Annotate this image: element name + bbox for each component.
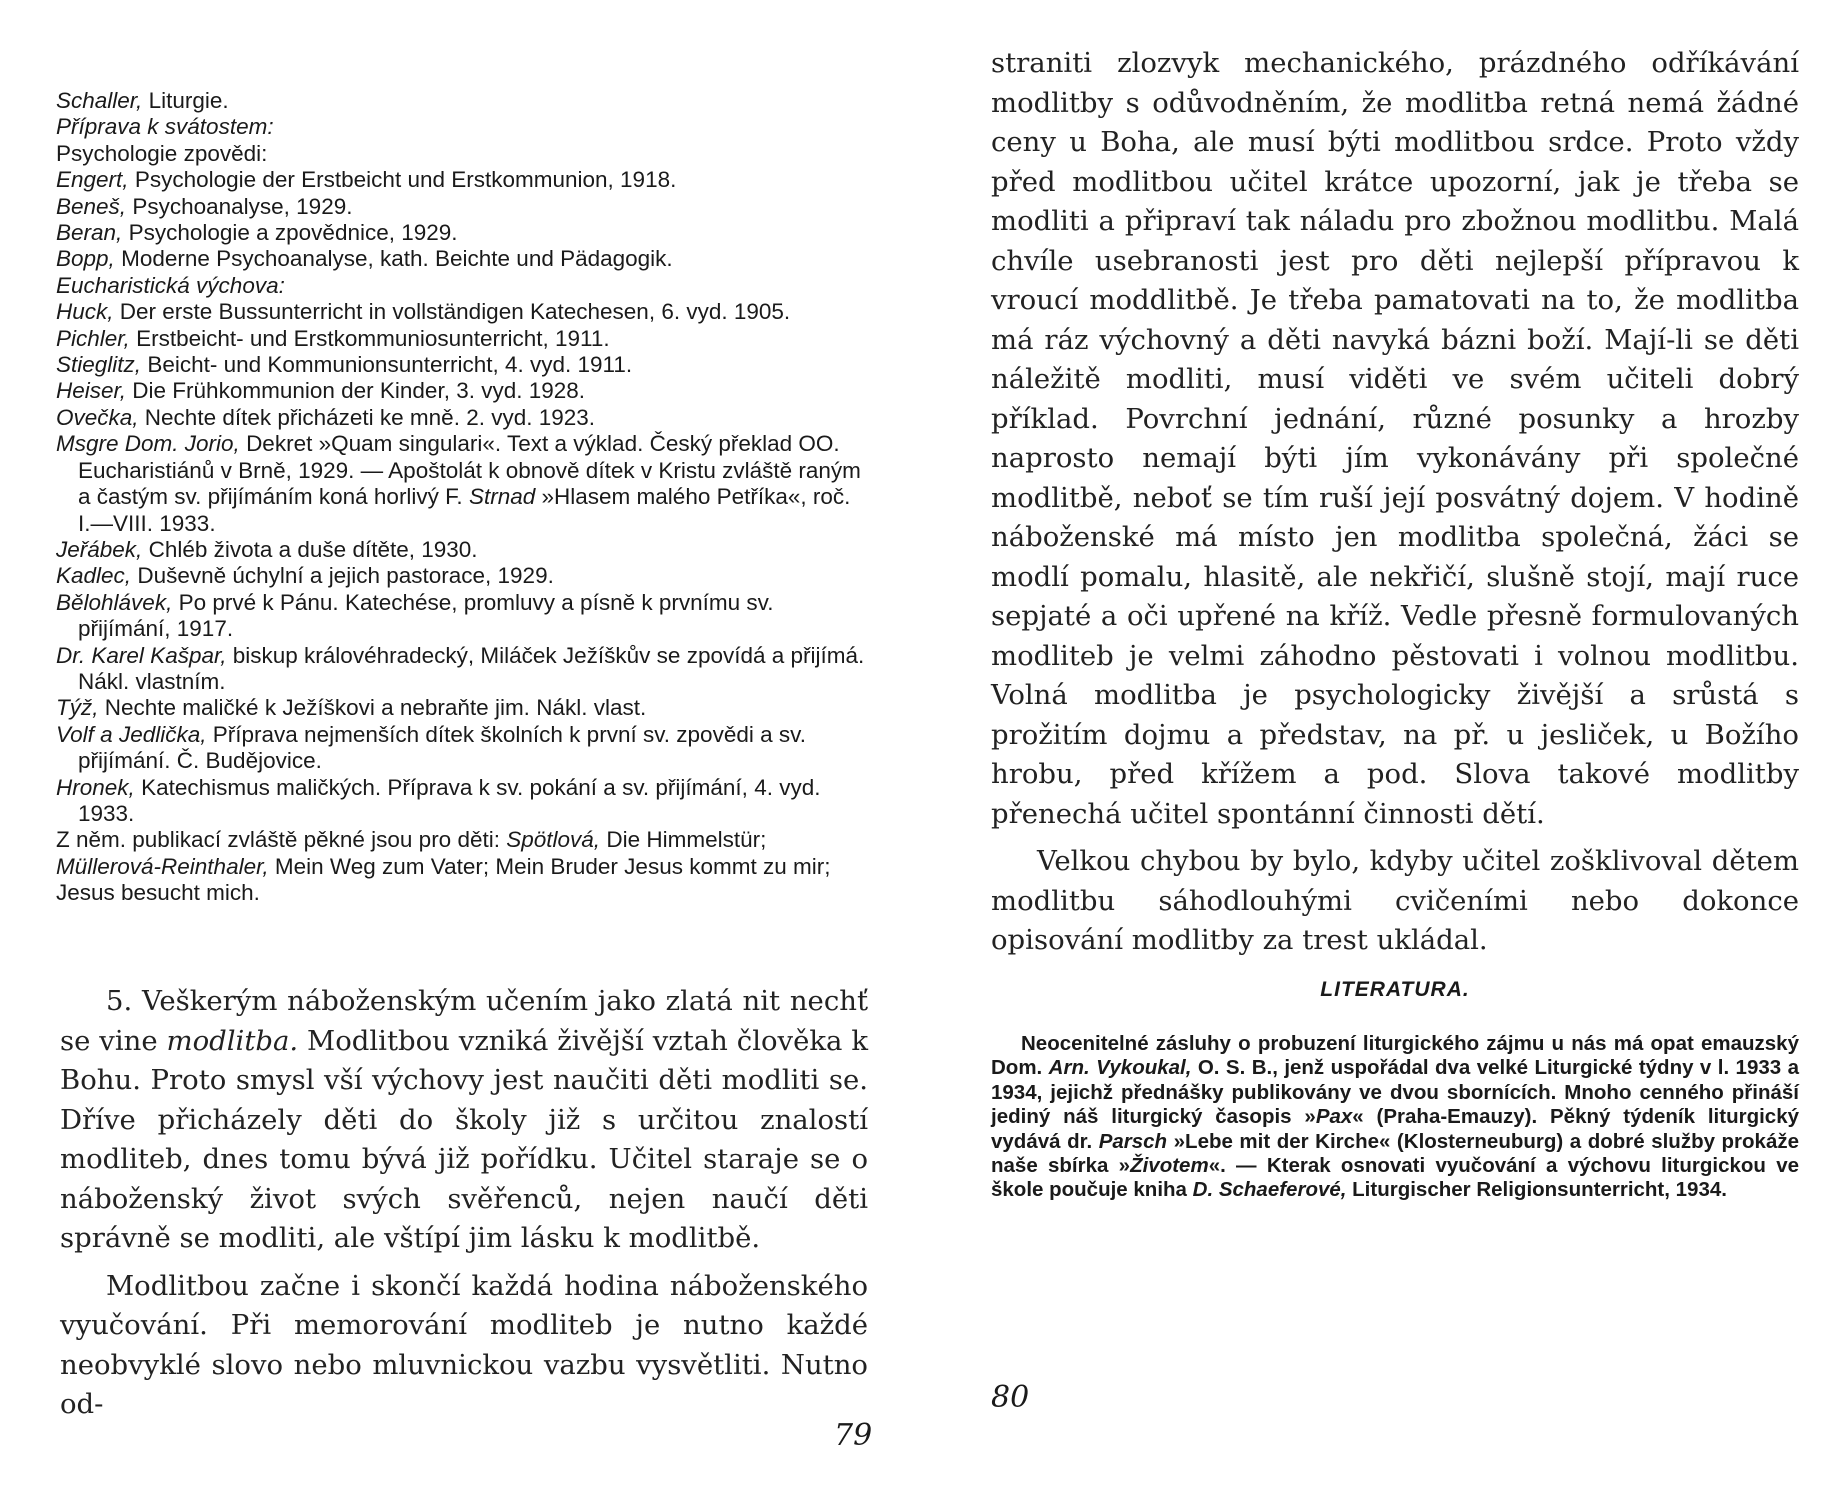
bib-text: Psychologie a zpovědnice, 1929. xyxy=(128,220,458,246)
bib-text: Psychologie der Erstbeicht und Erstkommunion, 1918. xyxy=(134,167,677,193)
bib-author: Beran, xyxy=(56,220,123,246)
bib-text: Mein Weg zum Vater; Mein Bruder Jesus kommt zu mir; Jesus besucht mich. xyxy=(56,853,831,906)
literature-fragment: «. — Kterak osnovati vyučování a výchovu liturgickou ve škole poučuje kniha xyxy=(991,1154,1799,1202)
bib-author: Volf a Jedlička, xyxy=(56,721,207,747)
bib-text: Příprava nejmenších dítek školních k první sv. zpovědi a sv. přijímání. Č. Budějovice. xyxy=(78,721,806,774)
bib-entry xyxy=(56,405,866,431)
bib-entry xyxy=(56,167,866,193)
bib-entry xyxy=(56,378,866,404)
bib-author: Týž, xyxy=(56,695,99,721)
bib-author: Msgre Dom. Jorio, xyxy=(56,431,240,457)
bib-entry xyxy=(56,537,866,563)
bib-entry xyxy=(56,88,866,114)
paragraph: Velkou chybou by bylo, kdyby učitel zošklivoval dětem modlitbu sáhodlouhými cvičeními nebo dokonce opisování modlitby za trest ukládal. xyxy=(991,845,1799,956)
literature-text xyxy=(991,1032,1799,1203)
literature-title: Životem xyxy=(1130,1154,1209,1178)
bib-author: Schaller, xyxy=(56,88,143,113)
bib-author: Stieglitz, xyxy=(56,352,142,378)
bib-author: Dr. Karel Kašpar, xyxy=(56,642,227,668)
bib-entry xyxy=(56,775,866,828)
bib-author: Beneš, xyxy=(56,193,127,219)
bib-author: Spötlová, xyxy=(506,827,601,853)
bib-author: Huck, xyxy=(56,299,114,325)
right-page xyxy=(915,0,1830,1500)
bib-author: Strnad xyxy=(468,484,536,510)
bib-text: Moderne Psychoanalyse, kath. Beichte und Pädagogik. xyxy=(121,246,673,272)
bib-text: Chléb života a duše dítěte, 1930. xyxy=(148,536,478,562)
literature-fragment: « (Praha-Emauzy). Pěkný týdeník liturgický vydává dr. xyxy=(991,1105,1799,1153)
bib-text: Erstbeicht- und Erstkommuniosunterricht, 1911. xyxy=(136,325,610,351)
bib-author: Bělohlávek, xyxy=(56,589,173,615)
bib-entry xyxy=(56,194,866,220)
bib-text: Die Frühkommunion der Kinder, 3. vyd. 1928. xyxy=(132,378,586,404)
literature-fragment: Liturgischer Religionsunterricht, 1934. xyxy=(1346,1178,1727,1202)
bib-entry xyxy=(56,722,866,775)
literature-fragment: O. S. B., jenž uspořádal dva velké Liturgické týdny v l. 1933 a 1934, jejichž přednášky publikovány ve dvou sbornících. Mnoho cenného přináší jediný náš liturgický časopis » xyxy=(991,1056,1799,1129)
bib-entry xyxy=(56,590,866,643)
right-body-text xyxy=(991,44,1799,969)
bib-entry xyxy=(56,431,866,537)
bib-entry xyxy=(56,827,866,906)
bib-entry xyxy=(56,220,866,246)
bib-author: Bopp, xyxy=(56,246,115,272)
bib-text: Psychologie zpovědi: xyxy=(56,140,268,166)
bib-author: Kadlec, xyxy=(56,563,132,589)
bib-text: Z něm. publikací zvláště pěkné jsou pro děti: xyxy=(56,827,500,853)
bib-text: Nechte dítek přicházeti ke mně. 2. vyd. 1923. xyxy=(144,404,596,430)
bib-author: Müllerová-Reinthaler, xyxy=(56,853,269,879)
bib-text: Die Himmelstür; xyxy=(606,827,767,853)
bib-section-heading: Eucharistická výchova: xyxy=(56,272,285,298)
paragraph: Modlitbou začne i skončí každá hodina náboženského vyučování. Při memorování modliteb je nutno každé neobvyklé slovo nebo mluvnickou vazbu vysvětliti. Nutno od- xyxy=(60,1269,868,1420)
emphasis-text: modlitba. xyxy=(166,1024,299,1057)
bib-author: Engert, xyxy=(56,167,129,193)
bib-text: biskup královéhradecký, Miláček Ježíškův se zpovídá a přijímá. Nákl. vlastním. xyxy=(78,642,865,694)
bib-author: Jeřábek, xyxy=(56,536,143,562)
bib-entry xyxy=(56,563,866,589)
bib-text: Psychoanalyse, 1929. xyxy=(132,193,353,219)
page-number: 80 xyxy=(991,1380,1030,1415)
bib-text: Duševně úchylní a jejich pastorace, 1929. xyxy=(137,563,554,589)
bib-entry xyxy=(56,695,866,721)
bib-section-heading: Příprava k svátostem: xyxy=(56,114,274,140)
bib-author: Hronek, xyxy=(56,774,135,800)
paragraph-text: 5. Veškerým náboženským učením jako zlatá nit nechť se vine xyxy=(60,985,868,1057)
bib-text: »Hlasem malého Petříka«, roč. I.—VIII. 1933. xyxy=(78,484,851,536)
paragraph xyxy=(60,982,868,1259)
left-body-text xyxy=(60,982,868,1433)
bib-text: Liturgie. xyxy=(148,88,229,113)
bib-entry xyxy=(56,326,866,352)
bib-text: Der erste Bussunterricht in vollständigen Katechesen, 6. vyd. 1905. xyxy=(119,299,791,325)
bibliography-list xyxy=(56,88,866,907)
bib-text: Po prvé k Pánu. Katechése, promluvy a písně k prvnímu sv. přijímání, 1917. xyxy=(78,589,774,642)
literature-author: Arn. Vykoukal, xyxy=(1048,1056,1192,1080)
bib-entry xyxy=(56,643,866,696)
bib-entry xyxy=(56,246,866,272)
bib-text: Dekret »Quam singulari«. Text a výklad. Český překlad OO. Eucharistiánů v Brně, 1929. — Apoštolát k obnově dítek v Kristu zvláště raným a častým sv. přijímáním koná horlivý F. xyxy=(78,431,861,510)
bib-entry xyxy=(56,299,866,325)
bib-subheading xyxy=(56,141,866,167)
literature-author: D. Schaeferové, xyxy=(1192,1178,1347,1202)
paragraph: straniti zlozvyk mechanického, prázdného odříkávání modlitby s odůvodněním, že modlitba retná nemá žádné ceny u Boha, ale musí býti modlitbou srdce. Proto vždy před modlitbou učitel krátce upozorní, jak je třeba se modliti a připraví tak náladu pro zbožnou modlitbu. Malá chvíle usebranosti jest pro děti nejlepší přípravou k vroucí moddlitbě. Je třeba pamatovati na to, že modlitba má ráz výchovný a děti navyká bázni boží. Mají-li se děti náležitě modliti, musí viděti ve svém učiteli dobrý příklad. Povrchní jednání, různé posunky a hrozby naprosto nemají býti jím vykonávány při společné modlitbě, neboť se tím ruší její posvátný dojem. V hodině náboženské má místo jen modlitba společná, žáci se modlí pomalu, hlasitě, ale nekřičí, slušně stojí, mají ruce sepjaté a oči upřené na kříž. Vedle přesně formulovaných modliteb je velmi záhodno pěstovati i volnou modlitbu. Volná modlitba je psychologicky živější a srůstá s prožitím dojmu a představ, na př. u jesliček, u Božího hrobu, před křížem a pod. Slova takové modlitby přenechá učitel spontánní činnosti dětí. xyxy=(991,47,1799,830)
literature-fragment: »Lebe mit der Kirche« (Klosterneuburg) a dobré služby prokáže naše sbírka » xyxy=(991,1129,1800,1178)
bib-author: Ovečka, xyxy=(56,404,139,430)
literature-title: Pax xyxy=(1315,1105,1353,1129)
literature-author: Parsch xyxy=(1098,1129,1168,1153)
literature-fragment: Neocenitelné zásluhy o probuzení liturgického zájmu u nás má opat emauzský Dom. xyxy=(991,1032,1799,1080)
bib-author: Heiser, xyxy=(56,378,127,404)
bib-text: Beicht- und Kommunionsunterricht, 4. vyd. 1911. xyxy=(147,352,633,378)
bib-text: Katechismus maličkých. Příprava k sv. pokání a sv. přijímání, 4. vyd. 1933. xyxy=(78,774,821,826)
literature-heading: LITERATURA. xyxy=(1320,978,1470,1001)
bib-entry xyxy=(56,352,866,378)
page-number: 79 xyxy=(834,1418,873,1453)
bib-text: Nechte maličké k Ježíškovi a nebraňte jim. Nákl. vlast. xyxy=(104,695,647,721)
bib-author: Pichler, xyxy=(56,325,130,351)
paragraph-text: Modlitbou vzniká živější vztah člověka k Bohu. Proto smysl vší výchovy jest naučiti děti modliti se. Dříve přicházely děti do školy již s určitou znalostí modliteb, dnes tomu bývá již pořídku. Učitel staraje se o náboženský život svých svěřenců, nejen naučí děti správně se modliti, ale vštípí jim lásku k modlitbě. xyxy=(60,1024,868,1254)
